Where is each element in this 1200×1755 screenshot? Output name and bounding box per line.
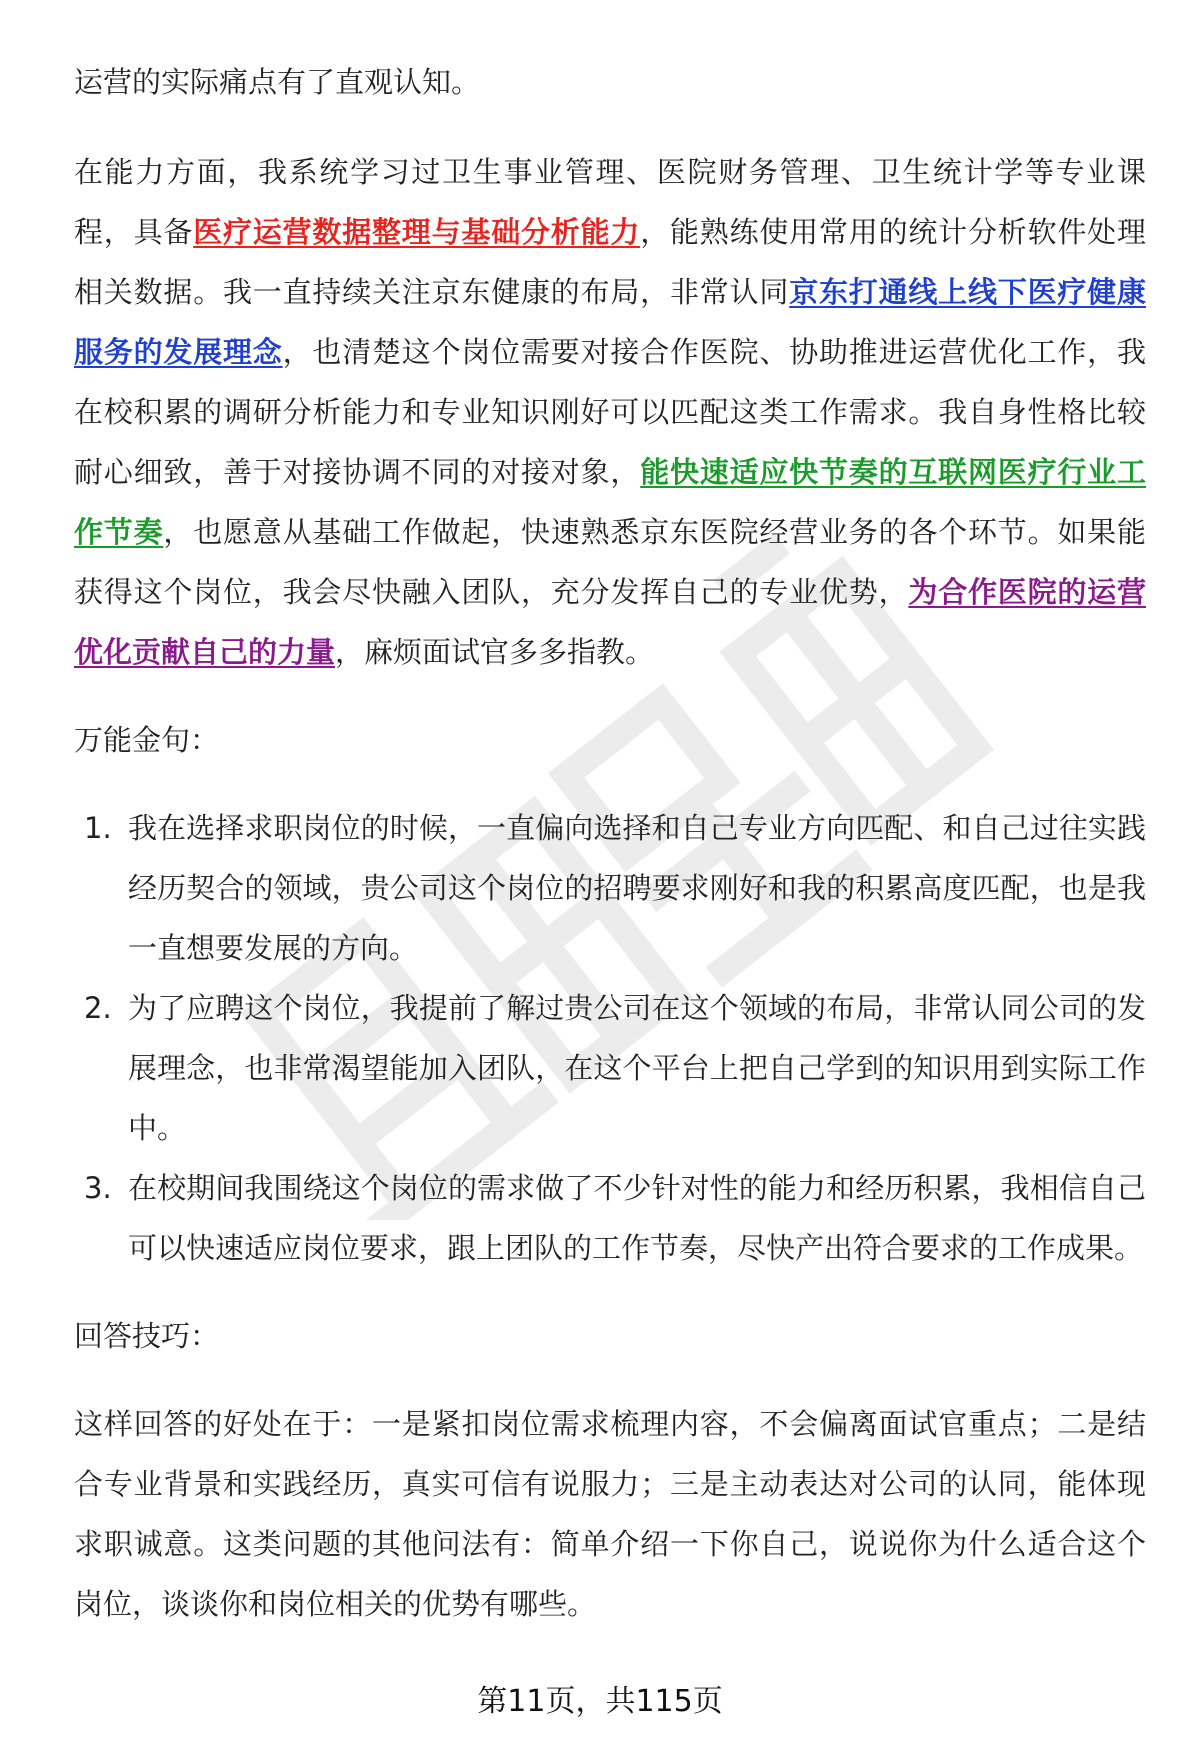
ability-text-1: 在能力方面，我系统学习过卫生事业管理、医院财务管理、卫生统计学等专业课程，具备	[74, 155, 1146, 249]
list-item-text: 在校期间我围绕这个岗位的需求做了不少针对性的能力和经历积累，我相信自己可以快速适应岗位要求，跟上团队的工作节奏，尽快产出符合要求的工作成果。	[128, 1171, 1146, 1265]
list-item	[74, 798, 1146, 978]
list-item-text: 为了应聘这个岗位，我提前了解过贵公司在这个领域的布局，非常认同公司的发展理念，也非常渴望能加入团队，在这个平台上把自己学到的知识用到实际工作中。	[128, 991, 1146, 1145]
ability-text-2: ，能熟练使用常用的统计分析软件处理相关数据。我一直持续关注京东健康的布局，非常认同	[74, 215, 1146, 309]
list-item-text: 我在选择求职岗位的时候，一直偏向选择和自己专业方向匹配、和自己过往实践经历契合的领域，贵公司这个岗位的招聘要求刚好和我的积累高度匹配，也是我一直想要发展的方向。	[128, 811, 1146, 965]
list-item-number: 2.	[84, 991, 112, 1025]
highlight-purple-phrase: 为合作医院的运营优化贡献自己的力量	[74, 575, 1146, 669]
paragraph-intro-tail: 运营的实际痛点有了直观认知。	[74, 65, 481, 99]
paragraph-ability	[74, 142, 1146, 682]
ability-text-5: ，麻烦面试官多多指教。	[335, 635, 655, 669]
ability-text-4: ，也愿意从基础工作做起，快速熟悉京东医院经营业务的各个环节。如果能获得这个岗位，我会尽快融入团队，充分发挥自己的专业优势，	[74, 515, 1146, 609]
ability-text-3: ，也清楚这个岗位需要对接合作医院、协助推进运营优化工作，我在校积累的调研分析能力和专业知识刚好可以匹配这类工作需求。我自身性格比较耐心细致，善于对接协调不同的对接对象，	[74, 335, 1146, 489]
list-item-number: 3.	[84, 1171, 112, 1205]
list-item-number: 1.	[84, 811, 112, 845]
document-body	[74, 52, 1146, 1634]
highlight-green-phrase: 能快速适应快节奏的互联网医疗行业工作节奏	[74, 455, 1146, 549]
golden-sentences-list	[74, 798, 1146, 1278]
answer-tips-heading: 回答技巧：	[74, 1319, 220, 1353]
list-item	[74, 978, 1146, 1158]
highlight-red-phrase: 医疗运营数据整理与基础分析能力	[193, 215, 641, 249]
highlight-blue-phrase: 京东打通线上线下医疗健康服务的发展理念	[74, 275, 1146, 369]
list-item	[74, 1158, 1146, 1278]
answer-tips-text: 这样回答的好处在于：一是紧扣岗位需求梳理内容，不会偏离面试官重点；二是结合专业背景和实践经历，真实可信有说服力；三是主动表达对公司的认同，能体现求职诚意。这类问题的其他问法有：简单介绍一下你自己，说说你为什么适合这个岗位，谈谈你和岗位相关的优势有哪些。	[74, 1407, 1146, 1621]
page-number: 第11页，共115页	[477, 1684, 723, 1719]
golden-sentences-heading: 万能金句：	[74, 723, 220, 757]
